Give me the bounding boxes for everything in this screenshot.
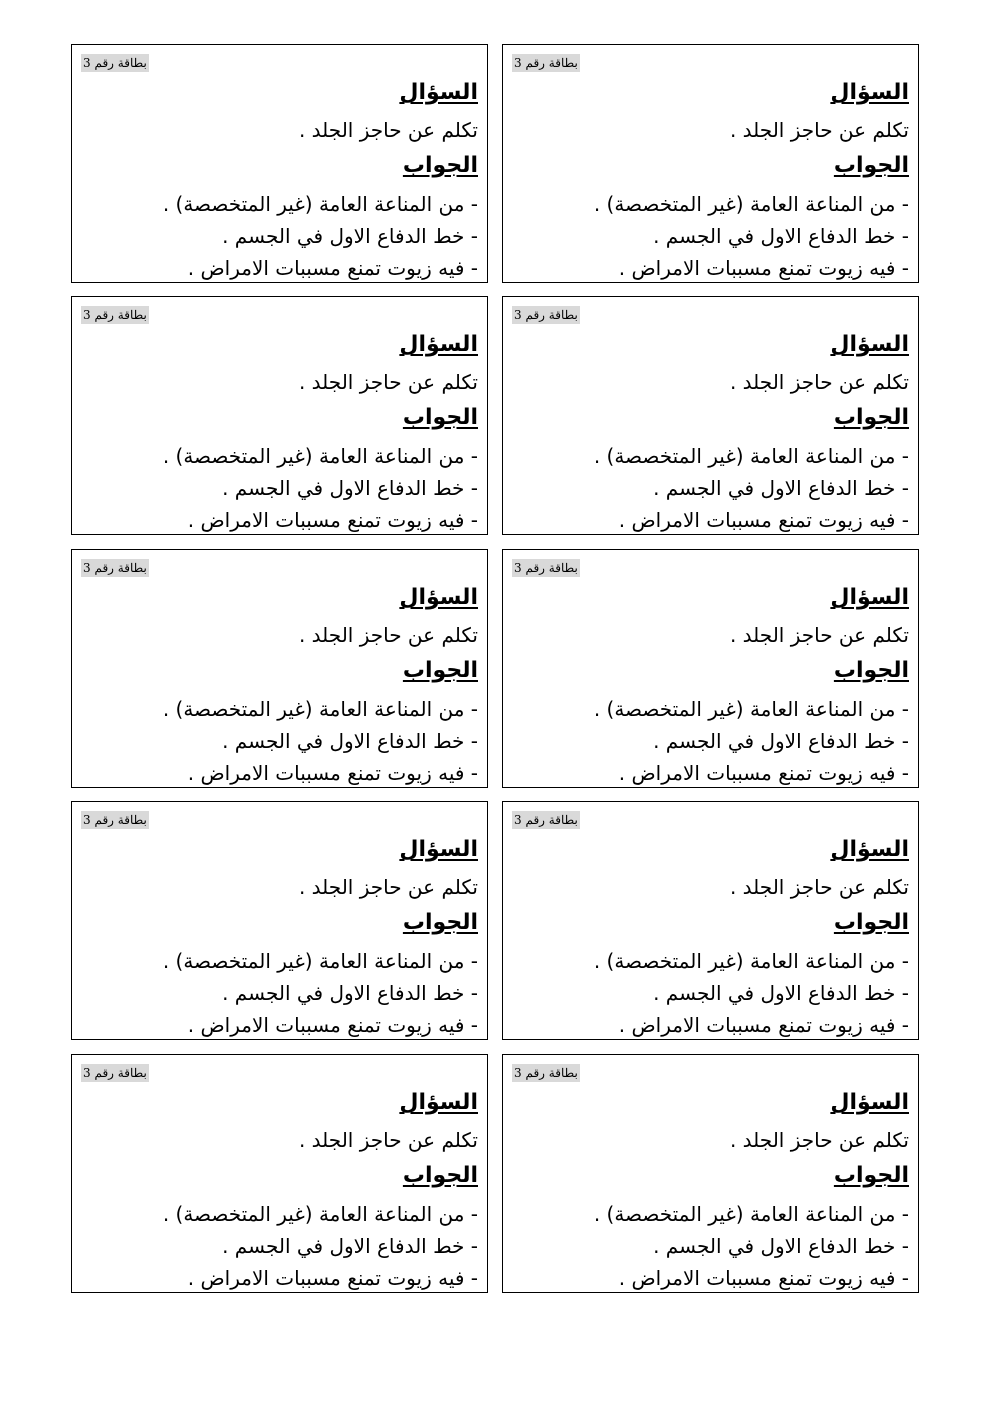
question-text: تكلم عن حاجز الجلد . <box>729 370 909 394</box>
answer-item: - من المناعة العامة (غير المتخصصة) . <box>162 697 478 721</box>
answer-item: - خط الدفاع الاول في الجسم . <box>653 476 909 500</box>
card-content <box>81 331 478 536</box>
card-content <box>81 1089 478 1294</box>
question-heading: السؤال <box>399 585 478 610</box>
answer-item: - خط الدفاع الاول في الجسم . <box>653 729 909 753</box>
question-text: تكلم عن حاجز الجلد . <box>729 118 909 142</box>
question-text: تكلم عن حاجز الجلد . <box>298 623 478 647</box>
question-heading: السؤال <box>830 585 909 610</box>
answer-list <box>81 440 478 536</box>
answer-item: - فيه زيوت تمنع مسببات الامراض . <box>618 1266 909 1290</box>
answer-item: - خط الدفاع الاول في الجسم . <box>222 224 478 248</box>
answer-list <box>512 440 909 536</box>
question-text: تكلم عن حاجز الجلد . <box>729 875 909 899</box>
card-number-badge: بطاقة رقم 3 <box>83 308 147 322</box>
answer-list <box>81 693 478 789</box>
flashcard <box>502 801 919 1040</box>
answer-list <box>512 1198 909 1294</box>
card-number-badge: بطاقة رقم 3 <box>514 1066 578 1080</box>
card-number-badge: بطاقة رقم 3 <box>83 1066 147 1080</box>
answer-item: - فيه زيوت تمنع مسببات الامراض . <box>187 761 478 785</box>
question-heading: السؤال <box>830 332 909 357</box>
answer-item: - خط الدفاع الاول في الجسم . <box>222 476 478 500</box>
answer-heading: الجواب <box>833 658 909 683</box>
question-text: تكلم عن حاجز الجلد . <box>298 1128 478 1152</box>
answer-heading: الجواب <box>402 405 478 430</box>
answer-item: - من المناعة العامة (غير المتخصصة) . <box>593 949 909 973</box>
flashcard <box>71 44 488 283</box>
flashcard <box>71 801 488 1040</box>
question-heading: السؤال <box>399 332 478 357</box>
answer-list <box>512 945 909 1041</box>
answer-heading: الجواب <box>833 910 909 935</box>
answer-item: - من المناعة العامة (غير المتخصصة) . <box>162 949 478 973</box>
answer-item: - خط الدفاع الاول في الجسم . <box>653 981 909 1005</box>
answer-heading: الجواب <box>833 153 909 178</box>
flashcard <box>502 296 919 535</box>
answer-item: - فيه زيوت تمنع مسببات الامراض . <box>618 1013 909 1037</box>
answer-item: - من المناعة العامة (غير المتخصصة) . <box>162 1202 478 1226</box>
answer-item: - خط الدفاع الاول في الجسم . <box>222 1234 478 1258</box>
answer-item: - من المناعة العامة (غير المتخصصة) . <box>593 1202 909 1226</box>
flashcard <box>71 549 488 788</box>
flashcard <box>71 296 488 535</box>
flashcard <box>71 1054 488 1293</box>
card-number-badge: بطاقة رقم 3 <box>83 56 147 70</box>
card-number-badge: بطاقة رقم 3 <box>514 308 578 322</box>
answer-item: - خط الدفاع الاول في الجسم . <box>653 224 909 248</box>
question-heading: السؤال <box>830 837 909 862</box>
flashcard <box>502 549 919 788</box>
answer-list <box>512 693 909 789</box>
question-text: تكلم عن حاجز الجلد . <box>298 370 478 394</box>
card-number-badge: بطاقة رقم 3 <box>514 813 578 827</box>
flashcard <box>502 1054 919 1293</box>
answer-item: - خط الدفاع الاول في الجسم . <box>222 981 478 1005</box>
answer-item: - فيه زيوت تمنع مسببات الامراض . <box>187 1266 478 1290</box>
answer-heading: الجواب <box>833 1163 909 1188</box>
answer-list <box>81 945 478 1041</box>
question-heading: السؤال <box>830 80 909 105</box>
card-number-badge: بطاقة رقم 3 <box>514 561 578 575</box>
answer-item: - من المناعة العامة (غير المتخصصة) . <box>593 444 909 468</box>
question-heading: السؤال <box>399 837 478 862</box>
answer-item: - فيه زيوت تمنع مسببات الامراض . <box>187 508 478 532</box>
answer-item: - فيه زيوت تمنع مسببات الامراض . <box>618 761 909 785</box>
card-content <box>81 79 478 284</box>
answer-item: - خط الدفاع الاول في الجسم . <box>653 1234 909 1258</box>
card-content <box>512 584 909 789</box>
answer-heading: الجواب <box>402 910 478 935</box>
question-text: تكلم عن حاجز الجلد . <box>298 118 478 142</box>
card-content <box>512 79 909 284</box>
answer-item: - فيه زيوت تمنع مسببات الامراض . <box>618 508 909 532</box>
flashcard <box>502 44 919 283</box>
answer-item: - من المناعة العامة (غير المتخصصة) . <box>593 697 909 721</box>
answer-heading: الجواب <box>402 658 478 683</box>
answer-heading: الجواب <box>833 405 909 430</box>
card-content <box>512 1089 909 1294</box>
card-number-badge: بطاقة رقم 3 <box>83 561 147 575</box>
answer-item: - من المناعة العامة (غير المتخصصة) . <box>162 444 478 468</box>
question-heading: السؤال <box>399 1090 478 1115</box>
card-content <box>512 836 909 1041</box>
card-content <box>81 836 478 1041</box>
question-heading: السؤال <box>399 80 478 105</box>
answer-heading: الجواب <box>402 153 478 178</box>
answer-item: - خط الدفاع الاول في الجسم . <box>222 729 478 753</box>
answer-item: - فيه زيوت تمنع مسببات الامراض . <box>618 256 909 280</box>
answer-heading: الجواب <box>402 1163 478 1188</box>
answer-list <box>81 188 478 284</box>
question-heading: السؤال <box>830 1090 909 1115</box>
question-text: تكلم عن حاجز الجلد . <box>729 1128 909 1152</box>
answer-item: - من المناعة العامة (غير المتخصصة) . <box>162 192 478 216</box>
answer-item: - من المناعة العامة (غير المتخصصة) . <box>593 192 909 216</box>
question-text: تكلم عن حاجز الجلد . <box>729 623 909 647</box>
question-text: تكلم عن حاجز الجلد . <box>298 875 478 899</box>
answer-list <box>81 1198 478 1294</box>
card-content <box>512 331 909 536</box>
card-number-badge: بطاقة رقم 3 <box>514 56 578 70</box>
card-number-badge: بطاقة رقم 3 <box>83 813 147 827</box>
answer-item: - فيه زيوت تمنع مسببات الامراض . <box>187 1013 478 1037</box>
answer-item: - فيه زيوت تمنع مسببات الامراض . <box>187 256 478 280</box>
card-content <box>81 584 478 789</box>
answer-list <box>512 188 909 284</box>
